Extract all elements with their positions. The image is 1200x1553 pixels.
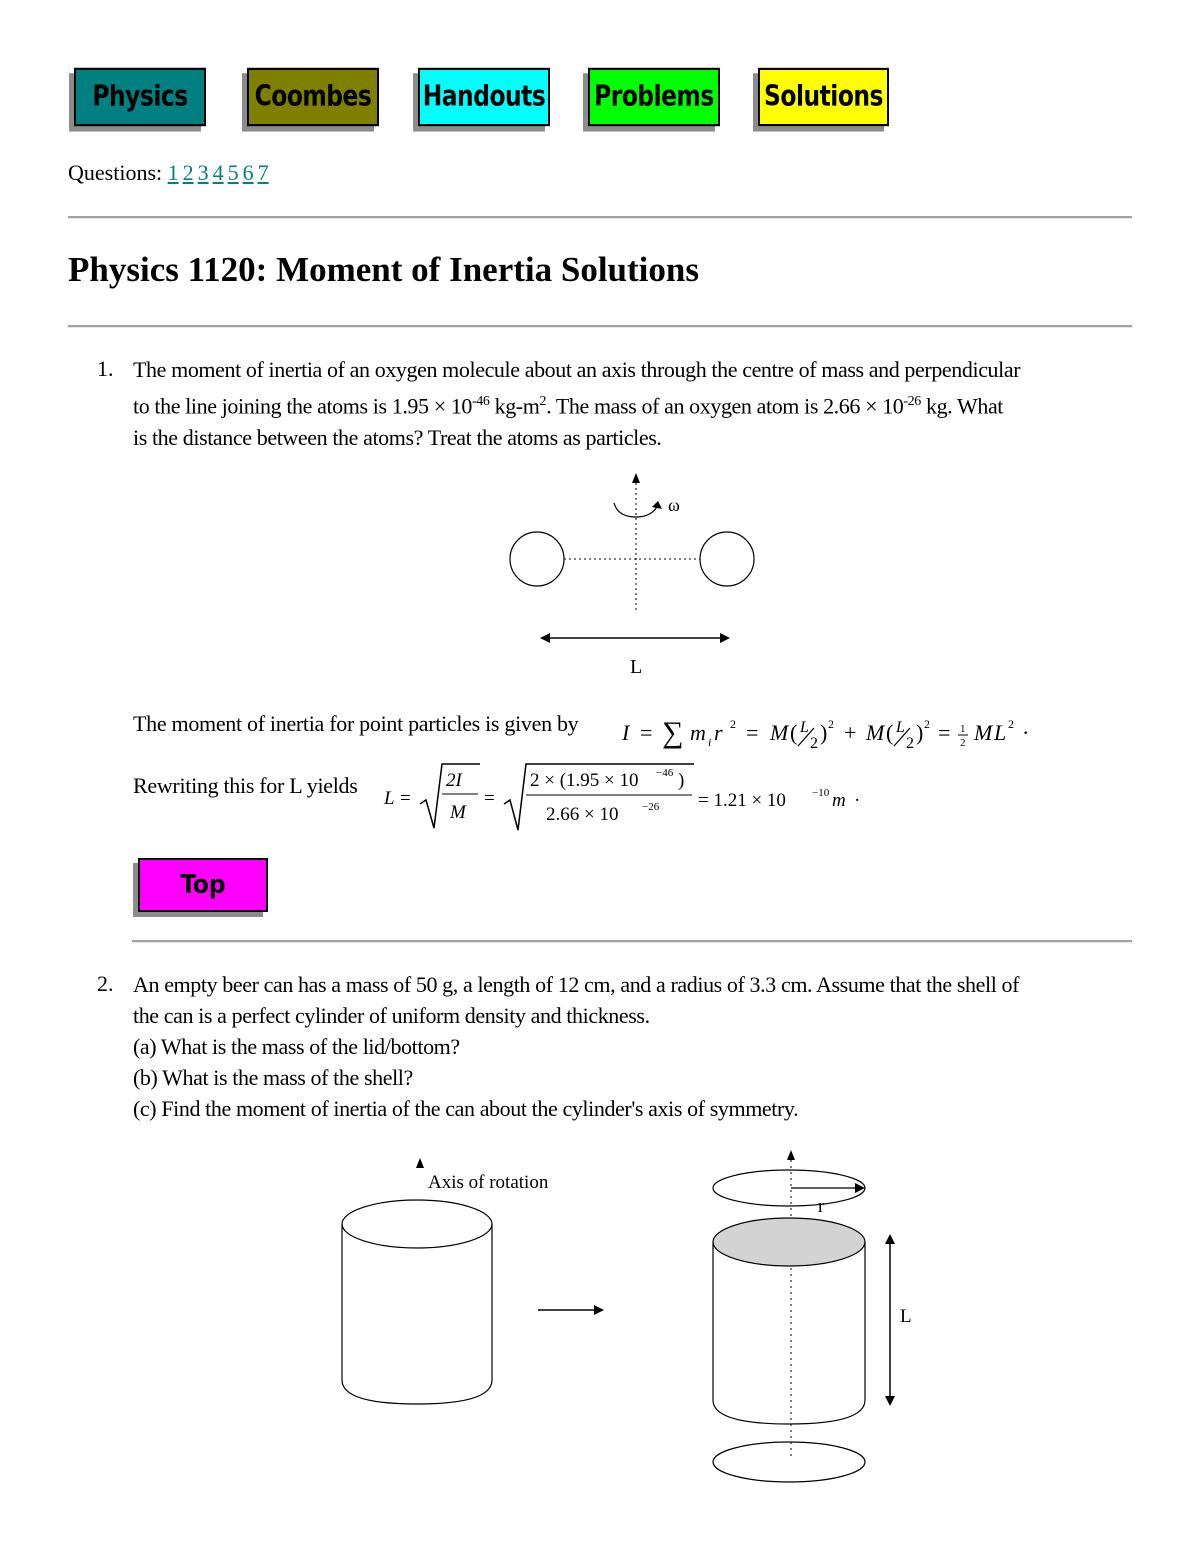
oxygen-atom-right [700, 532, 754, 586]
question-link-3[interactable]: 3 [197, 160, 209, 185]
svg-text:): ) [916, 720, 924, 745]
top-button[interactable]: Top [138, 858, 268, 912]
length-label: L [630, 656, 643, 678]
svg-text:(: ( [886, 720, 894, 745]
questions-label: Questions: [68, 160, 163, 185]
question-link-7[interactable]: 7 [257, 160, 269, 185]
equation-2-text: Rewriting this for L yields [133, 773, 358, 798]
divider [68, 216, 1132, 219]
equation-2-math [380, 758, 880, 836]
question-link-1[interactable]: 1 [167, 160, 179, 185]
axis-arrowhead [632, 473, 640, 483]
eq1-sum: ∑ [662, 716, 684, 749]
eq2-result-exp: −10 [812, 787, 830, 799]
eq1-equals-2: = [746, 720, 759, 745]
eq1-M3: M [974, 720, 993, 745]
eq2-2I: 2I [446, 770, 462, 791]
eq1-two1: 2 [810, 735, 818, 752]
omega-label: ω [668, 495, 680, 515]
eq1-symbol-i: I [622, 720, 630, 745]
question-link-2[interactable]: 2 [182, 160, 194, 185]
rotation-arrowhead [652, 501, 662, 509]
eq1-m: m [690, 720, 706, 745]
eq1-r: r [714, 720, 723, 745]
eq2-num-end: ) [678, 770, 685, 791]
lid-bottom [713, 1442, 865, 1482]
equation-1-text: The moment of inertia for point particles is given by [133, 711, 579, 736]
page-title: Physics 1120: Moment of Inertia Solutions [68, 250, 699, 289]
eq2-num: 2 × (1.95 × 10 [530, 770, 639, 791]
question-link-6[interactable]: 6 [242, 160, 254, 185]
eq2-L: L [384, 788, 395, 809]
eq2-num-exp: −46 [656, 767, 674, 779]
can-top [342, 1200, 492, 1248]
eq2-dot: · [854, 790, 861, 811]
transform-arrowhead [594, 1305, 604, 1315]
beer-can-diagram [330, 1148, 950, 1488]
eq1-L3: L [994, 720, 1007, 745]
length-arrowhead-top [885, 1234, 895, 1244]
eq1-equals: = [640, 720, 653, 745]
divider [68, 325, 1132, 328]
eq1-plus: + [844, 720, 857, 745]
eq1-sq: 2 [730, 717, 736, 731]
exploded-axis-arrowhead [787, 1150, 795, 1160]
length-arrowhead-left [540, 633, 550, 643]
nav-problems-button[interactable]: Problems [588, 68, 720, 126]
eq2-equals-2: = [484, 788, 495, 809]
eq1-equals-3: = [938, 720, 951, 745]
question-1-number: 1. [97, 356, 114, 381]
oxygen-molecule-diagram [490, 465, 790, 685]
shell-top [713, 1218, 865, 1266]
axis-arrowhead [416, 1158, 424, 1168]
q2-line5: (c) Find the moment of inertia of the can about the cylinder's axis of symmetry. [133, 1096, 799, 1121]
q2-line2: the can is a perfect cylinder of uniform density and thickness. [133, 1003, 650, 1028]
nav-handouts-button[interactable]: Handouts [418, 68, 550, 126]
eq2-den: 2.66 × 10 [546, 804, 619, 825]
eq1-two2: 2 [906, 735, 914, 752]
svg-text:(: ( [790, 720, 798, 745]
q2-line1: An empty beer can has a mass of 50 g, a length of 12 cm, and a radius of 3.3 cm. Assume that the shell of [133, 972, 1020, 997]
radius-label: r [818, 1196, 825, 1217]
eq2-M: M [450, 802, 466, 823]
eq2-den-exp: −26 [642, 801, 660, 813]
q2-line3: (a) What is the mass of the lid/bottom? [133, 1034, 460, 1059]
nav-coombes-button[interactable]: Coombes [247, 68, 379, 126]
eq1-dot: · [1022, 720, 1030, 745]
question-2-number: 2. [97, 971, 114, 996]
eq1-L2: L [896, 719, 905, 736]
eq1-sq4: 2 [1008, 717, 1014, 731]
question-2-text [133, 969, 1138, 1124]
eq1-M1: M [770, 720, 789, 745]
question-link-5[interactable]: 5 [227, 160, 239, 185]
eq1-sq2: 2 [828, 717, 834, 731]
nav-solutions-button[interactable]: Solutions [758, 68, 889, 126]
q1-line1: The moment of inertia of an oxygen molecule about an axis through the centre of mass and perpendicular [133, 357, 1021, 382]
svg-text:): ) [820, 720, 828, 745]
can-bottom [342, 1380, 492, 1404]
q2-line4: (b) What is the mass of the shell? [133, 1065, 413, 1090]
equation-1-math [618, 706, 1088, 758]
eq2-result: = 1.21 × 10 [698, 790, 786, 811]
eq2-unit: m [832, 790, 846, 811]
length-arrowhead-right [720, 633, 730, 643]
eq1-L1: L [800, 719, 809, 736]
nav-physics-button[interactable]: Physics [74, 68, 206, 126]
q1-line3: is the distance between the atoms? Treat the atoms as particles. [133, 425, 662, 451]
question-link-4[interactable]: 4 [212, 160, 224, 185]
eq1-sq3: 2 [924, 717, 930, 731]
length-arrowhead-bottom [885, 1396, 895, 1406]
eq1-half-den: 2 [960, 737, 966, 749]
questions-nav [68, 160, 273, 186]
eq1-half-num: 1 [960, 723, 966, 735]
divider [132, 940, 1132, 943]
axis-label: Axis of rotation [428, 1172, 549, 1193]
eq1-M2: M [866, 720, 885, 745]
shell-bottom [713, 1400, 865, 1424]
eq1-sub-i: i [708, 735, 712, 749]
eq2-equals: = [400, 788, 411, 809]
oxygen-atom-left [510, 532, 564, 586]
question-1-text [133, 354, 1138, 454]
q1-line2: to the line joining the atoms is $1.95 \times 10^{-46}$ $kg-m^2$. The mass of an oxygen atom is $2.66 \times 10^{-26}$ kg. What [133, 393, 1004, 419]
length-label: L [900, 1306, 912, 1327]
